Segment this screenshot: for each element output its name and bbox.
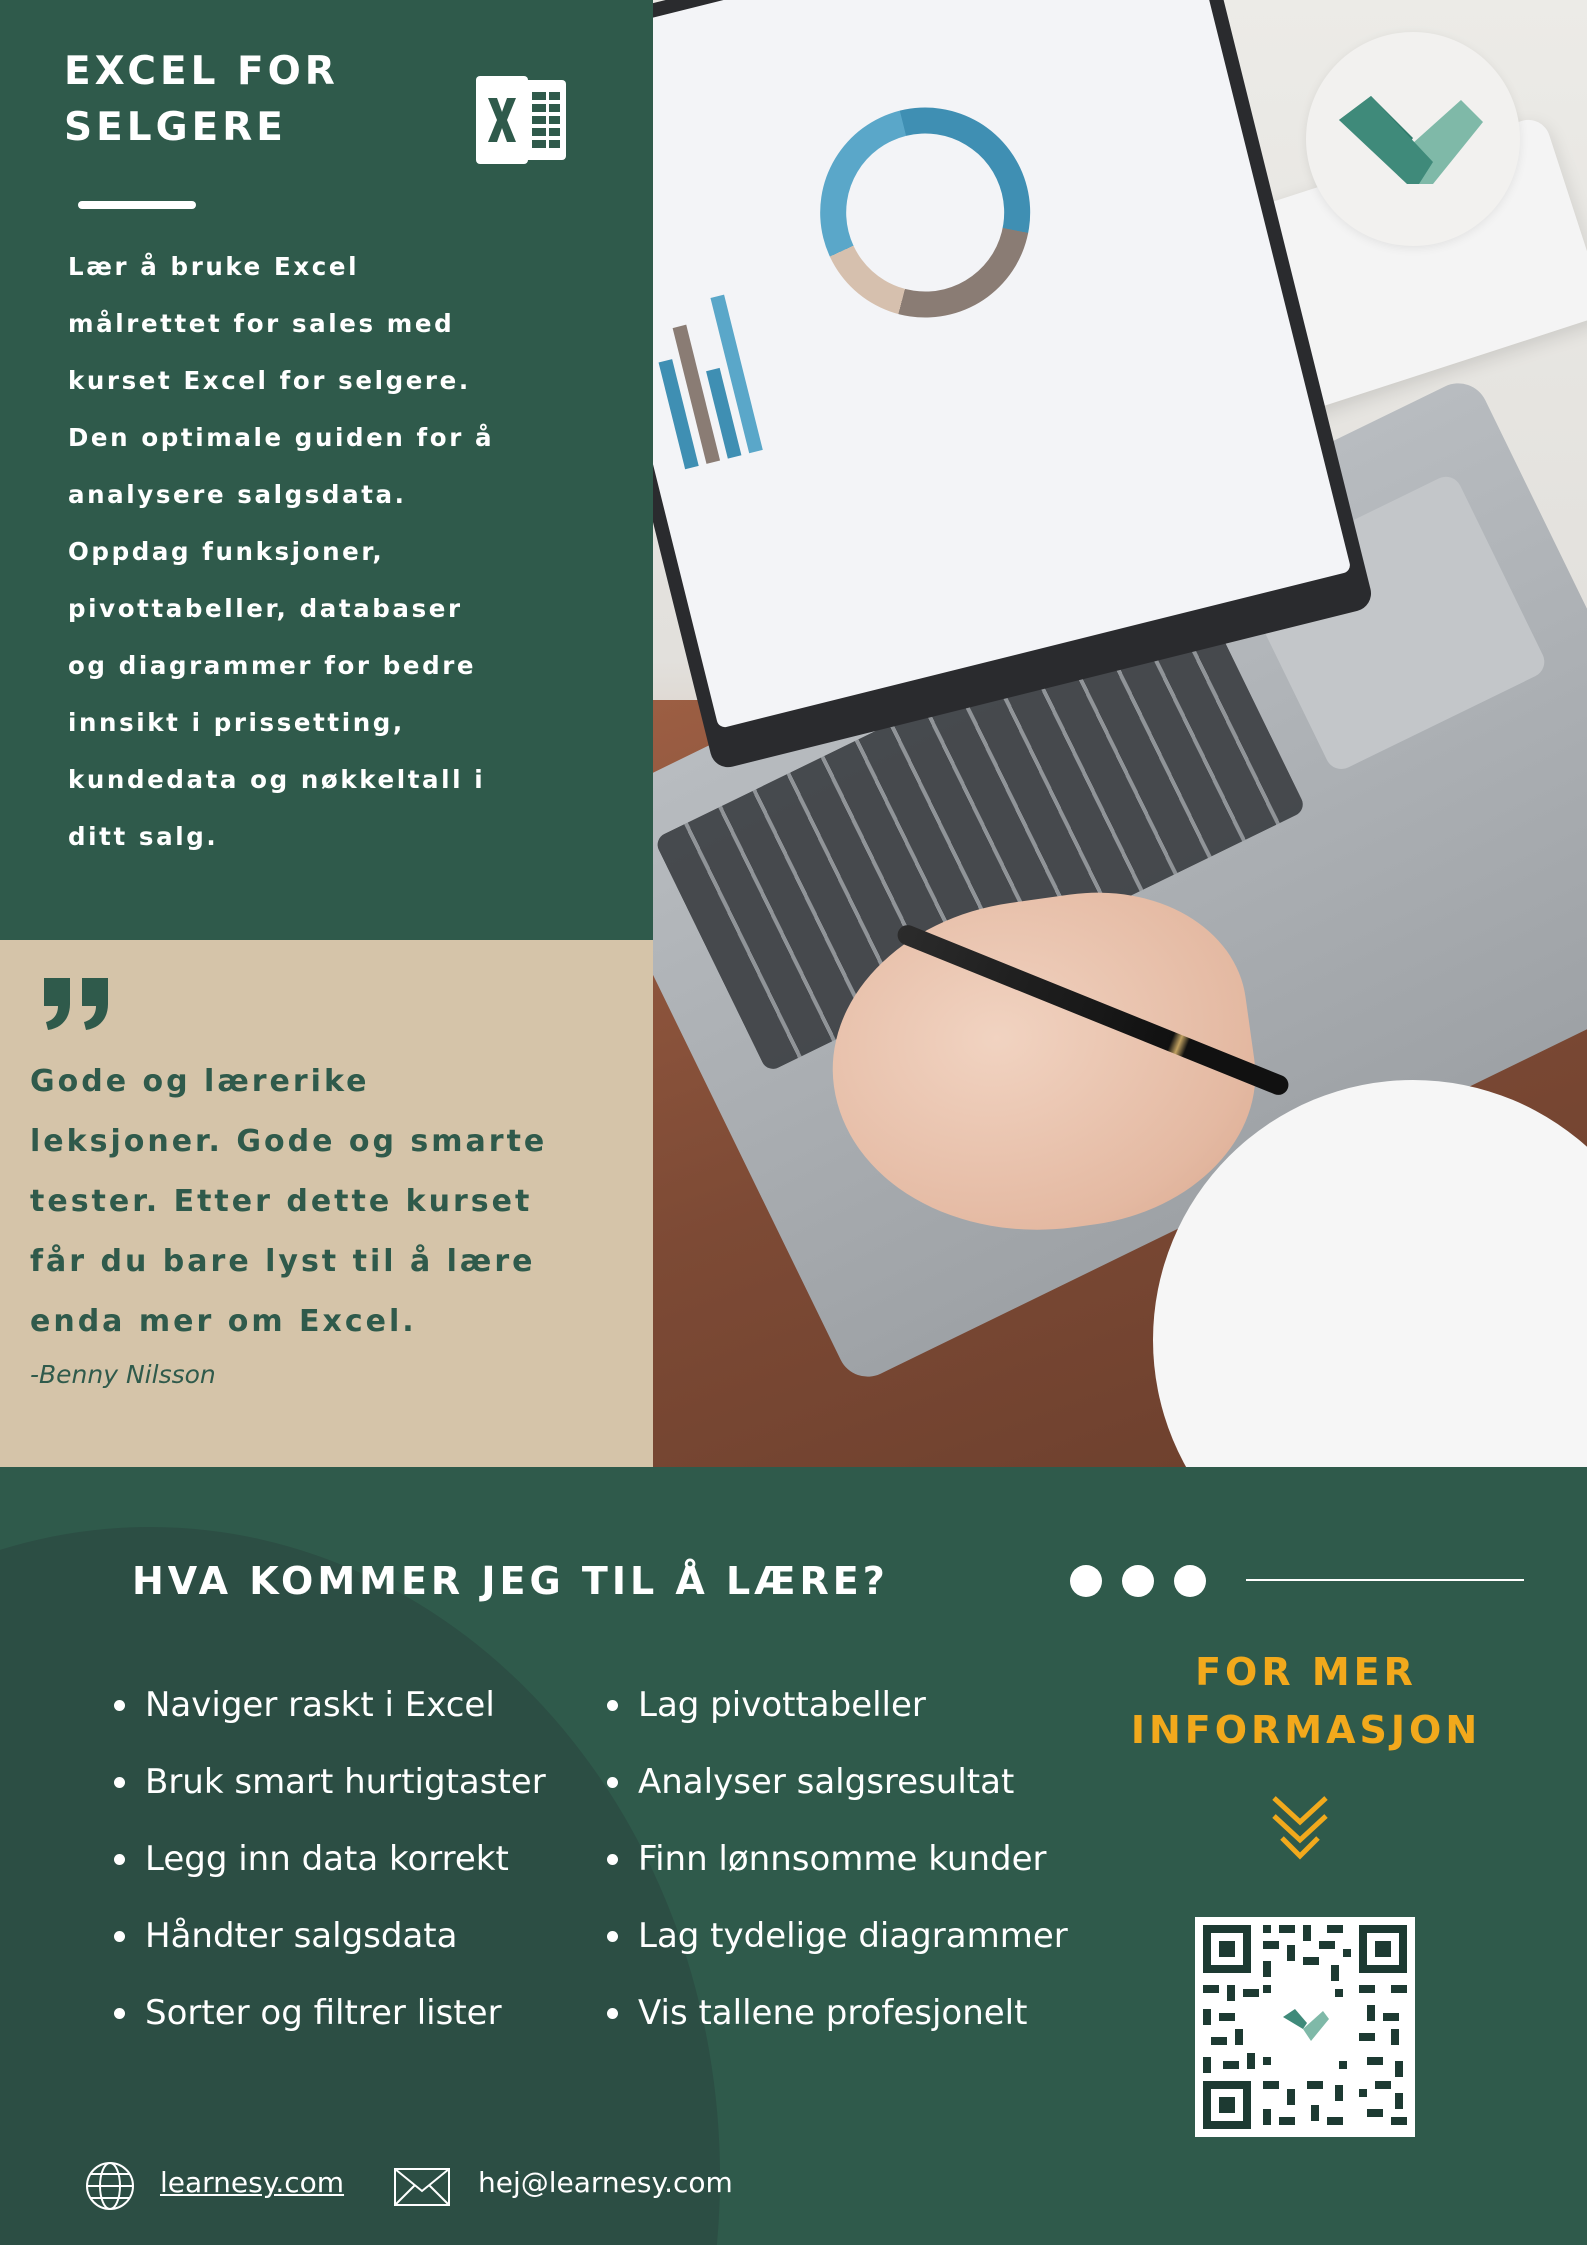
quote-line: leksjoner. Gode og smarte — [30, 1124, 548, 1159]
list-item: Vis tallene profesjonelt — [603, 1975, 1068, 2052]
mail-icon — [393, 2167, 451, 2207]
intro-line: kurset Excel for selgere. — [68, 366, 471, 395]
more-info-title: FOR MER INFORMASJON — [1130, 1650, 1482, 1752]
list-item: Finn lønnsomme kunder — [603, 1821, 1068, 1898]
testimonial-quote — [30, 1052, 645, 1352]
double-chevron-down-icon — [1270, 1792, 1330, 1862]
intro-line: Den optimale guiden for å — [68, 423, 495, 452]
intro-line: pivottabeller, databaser — [68, 594, 463, 623]
quote-line: enda mer om Excel. — [30, 1304, 417, 1339]
intro-panel — [0, 0, 653, 940]
testimonial-panel — [0, 940, 653, 1467]
page-title: EXCEL FOR SELGERE — [64, 49, 339, 150]
quote-icon — [42, 976, 112, 1032]
quote-line: tester. Etter dette kurset — [30, 1184, 533, 1219]
decorative-dots — [1070, 1565, 1221, 1599]
dot — [1174, 1565, 1206, 1597]
list-item: Håndter salgsdata — [110, 1898, 546, 1975]
intro-line: Oppdag funksjoner, — [68, 537, 385, 566]
list-item: Lag pivottabeller — [603, 1667, 1068, 1744]
quote-line: Gode og lærerike — [30, 1064, 370, 1099]
intro-line: analysere salgsdata. — [68, 480, 407, 509]
learning-section — [0, 1467, 1587, 2245]
website-link[interactable]: learnesy.com — [160, 2166, 345, 2199]
intro-line: Lær å bruke Excel — [68, 252, 360, 281]
qr-code[interactable] — [1195, 1917, 1415, 2137]
list-item: Analyser salgsresultat — [603, 1744, 1068, 1821]
intro-line: målrettet for sales med — [68, 309, 455, 338]
intro-line: ditt salg. — [68, 822, 219, 851]
intro-line: kundedata og nøkkeltall i — [68, 765, 486, 794]
learn-list-right — [603, 1667, 1068, 2052]
list-item: Bruk smart hurtigtaster — [110, 1744, 546, 1821]
screen-dashboard — [653, 0, 1352, 729]
brand-badge — [1306, 32, 1520, 246]
learnesy-check-icon — [1333, 92, 1493, 192]
intro-line: og diagrammer for bedre — [68, 651, 477, 680]
learn-list-left — [110, 1667, 546, 2052]
intro-line: innsikt i prissetting, — [68, 708, 405, 737]
list-item: Sorter og filtrer lister — [110, 1975, 546, 2052]
list-item: Legg inn data korrekt — [110, 1821, 546, 1898]
list-item: Naviger raskt i Excel — [110, 1667, 546, 1744]
donut-chart-image — [798, 85, 1053, 340]
dot — [1122, 1565, 1154, 1597]
learn-heading: HVA KOMMER JEG TIL Å LÆRE? — [132, 1559, 889, 1603]
list-item: Lag tydelige diagrammer — [603, 1898, 1068, 1975]
intro-text — [68, 238, 628, 865]
heading-divider — [1246, 1579, 1524, 1581]
globe-icon — [84, 2160, 136, 2212]
dot — [1070, 1565, 1102, 1597]
quote-line: får du bare lyst til å lære — [30, 1244, 536, 1279]
excel-logo-icon — [472, 70, 572, 170]
email-link[interactable]: hej@learnesy.com — [478, 2166, 733, 2199]
title-divider — [78, 201, 196, 209]
testimonial-author: -Benny Nilsson — [30, 1360, 216, 1389]
